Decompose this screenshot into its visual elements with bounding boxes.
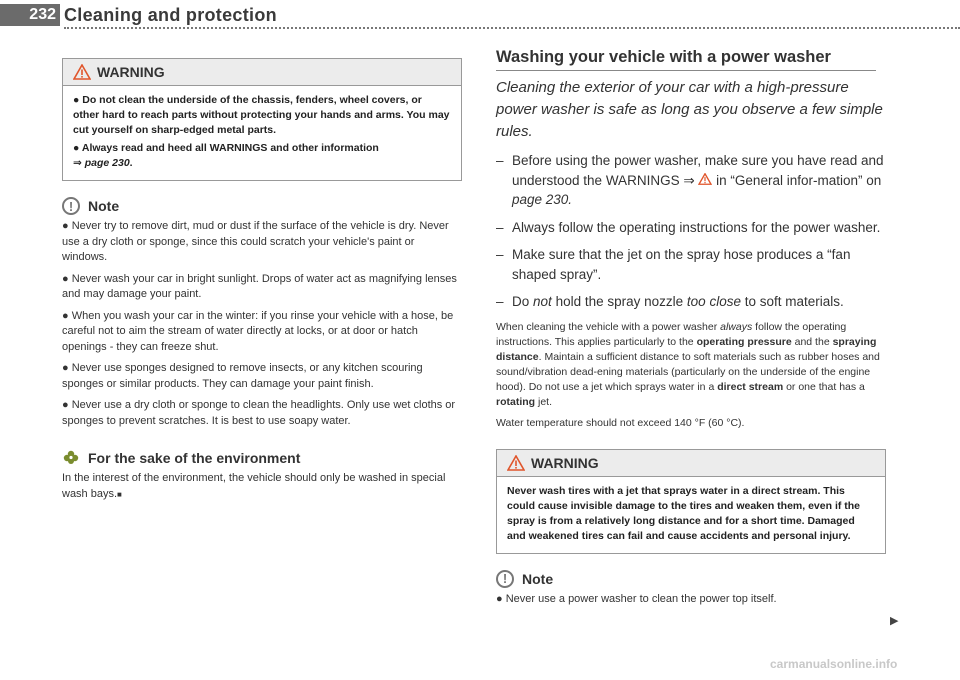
leaf-flower-icon [62,449,80,467]
step4-too-close: too close [686,294,741,309]
step-item: – Always follow the operating instructions for the power washer. [496,218,886,238]
section-lead: Cleaning the exterior of your car with a high-pressure power washer is safe as long as you observe a few simple rules. [496,79,883,140]
note-header [62,197,462,215]
note-item-power-top: Never use a power washer to clean the power top itself. [505,592,777,605]
step4-text-b: hold the spray nozzle [555,294,684,309]
step1-text-b: in “General infor-mation” on [716,172,882,188]
note-item-1: Never try to remove dirt, mud or dust if the surface of the vehicle is dry. Never use a dry cloth or sponge, since this could scratch your vehicle's paint or windows. [62,220,449,263]
section-title: Washing your vehicle with a power washer [496,48,831,66]
step1-text-a: Before using the power washer, make sure you have read and understood the WARNINGS [512,153,884,188]
detail-paragraph-2: Water temperature should not exceed 140 °F (60 °C). [496,416,745,429]
warning-label: WARNING [97,64,165,80]
right-column [496,48,886,613]
page-title: Cleaning and protection [64,5,277,25]
environment-header [62,449,462,467]
warning-triangle-icon [698,173,712,185]
section-rule [496,70,876,71]
watermark: carmanualsonline.info [770,657,898,671]
warning-text-2: Never wash tires with a jet that sprays water in a direct stream. This could cause invisible damage to the tires and weaken them, even if the spray is from a relatively long distance and for a short time. Damaged and weakened tires can fail and cause accidents and personal injury. [507,484,861,542]
warning-triangle-icon [73,64,91,80]
warning-triangle-icon [507,455,525,471]
environment-text: In the interest of the environment, the vehicle should only be washed in special wash bays. [62,472,446,500]
caution-circle-icon: ! [496,570,514,588]
warning-body: ● Do not clean the underside of the chassis, fenders, wheel covers, or other hard to reach parts without protecting your hands and arms. You may cut yourself on sharp-edged metal parts. ● Always read and heed all WARNINGS and other information ⇒ page 230. [73,94,450,169]
warning-label-2: WARNING [531,454,599,471]
left-column [62,58,462,502]
step-item: – Do not hold the spray nozzle too close to soft materials. [496,294,844,309]
page-header [0,0,960,32]
warning-bullet-2: Always read and heed all WARNINGS and other information [81,142,379,154]
warning-header [63,59,461,86]
step-item: – Before using the power washer, make sure you have read and understood the WARNINGS ⇒ in “General infor-mation” on page 230. [496,153,884,207]
note-item-4: Never use sponges designed to remove insects, or any kitchen scouring sponges or similar products. They can damage your paint finish. [62,362,423,390]
note-body: ● Never try to remove dirt, mud or dust if the surface of the vehicle is dry. Never use a dry cloth or sponge, since this could scratch your vehicle's paint or windows. ● Never wash your car in bright sunlight. Drops of water act as magnifying lenses and may damage your paint. ● When you wash your car in the winter: if you rinse your vehicle with a hose, be careful not to aim the stream of water directly at locks, or at door or hatch openings - they can freeze shut. ● Never use sponges designed to remove insects, or any kitchen scouring sponges or similar products. They can damage your paint finish. ● Never use a dry cloth or sponge to clean the headlights. Only use wet cloths or sponges to prevent scratches. It is best to use soapy water. [62,220,457,427]
step2-text: Always follow the operating instructions for the power washer. [512,219,881,235]
page-number: 232 [0,4,60,26]
step1-page-ref: page 230. [512,192,573,207]
warning-bullet-1: Do not clean the underside of the chassis, fenders, wheel covers, or other hard to reach parts without protecting your hands and arms. You may cut yourself on sharp-edged metal parts. [73,94,450,136]
header-rule [64,27,960,29]
note-label: Note [88,198,120,214]
detail-text [496,320,886,431]
warning-header-2 [497,450,885,477]
note-label-2: Note [522,570,554,587]
environment-label: For the sake of the environment [88,450,301,466]
caution-circle-icon: ! [62,197,80,215]
note-item-2: Never wash your car in bright sunlight. Drops of water act as magnifying lenses and may damage your paint. [62,272,457,300]
step4-text-a: Do [512,294,530,309]
step4-not: not [533,294,552,309]
note-item-3: When you wash your car in the winter: if you rinse your vehicle with a hose, be careful not to aim the stream of water directly at locks, or at door or hatch openings - they can freeze shut. [62,309,454,353]
step-item: – Make sure that the jet on the spray hose produces a “fan shaped spray”. [496,245,886,284]
detail-paragraph-1: When cleaning the vehicle with a power washer always follow the operating instructions. This applies particularly to the operating pressure and the spraying distance. Maintain a sufficient distance to soft materials such as rubber hoses and sound/vibration dead-ening materials (particularly on the underside of the engine hood). Do not use a jet which sprays water in a direct stream or one that has a rotating jet. [496,320,880,408]
step-list [496,151,886,312]
environment-body [62,471,462,502]
note-body-2: ● Never use a power washer to clean the power top itself. [496,592,777,605]
warning-box [62,58,462,181]
next-page-arrow-icon: ▶ [890,615,899,627]
warning-body-2 [497,477,885,553]
step3-text: Make sure that the jet on the spray hose produces a “fan shaped spray”. [512,247,851,282]
end-of-section-mark: ■ [117,489,122,499]
step4-text-c: to soft materials. [744,294,844,309]
note-item-5: Never use a dry cloth or sponge to clean the headlights. Only use wet cloths or sponges to prevent scratches. It is best to use soapy water. [62,399,456,427]
warning-page-ref: page 230 [84,157,130,169]
note-header-2 [496,570,886,588]
warning-box-2 [496,449,886,554]
